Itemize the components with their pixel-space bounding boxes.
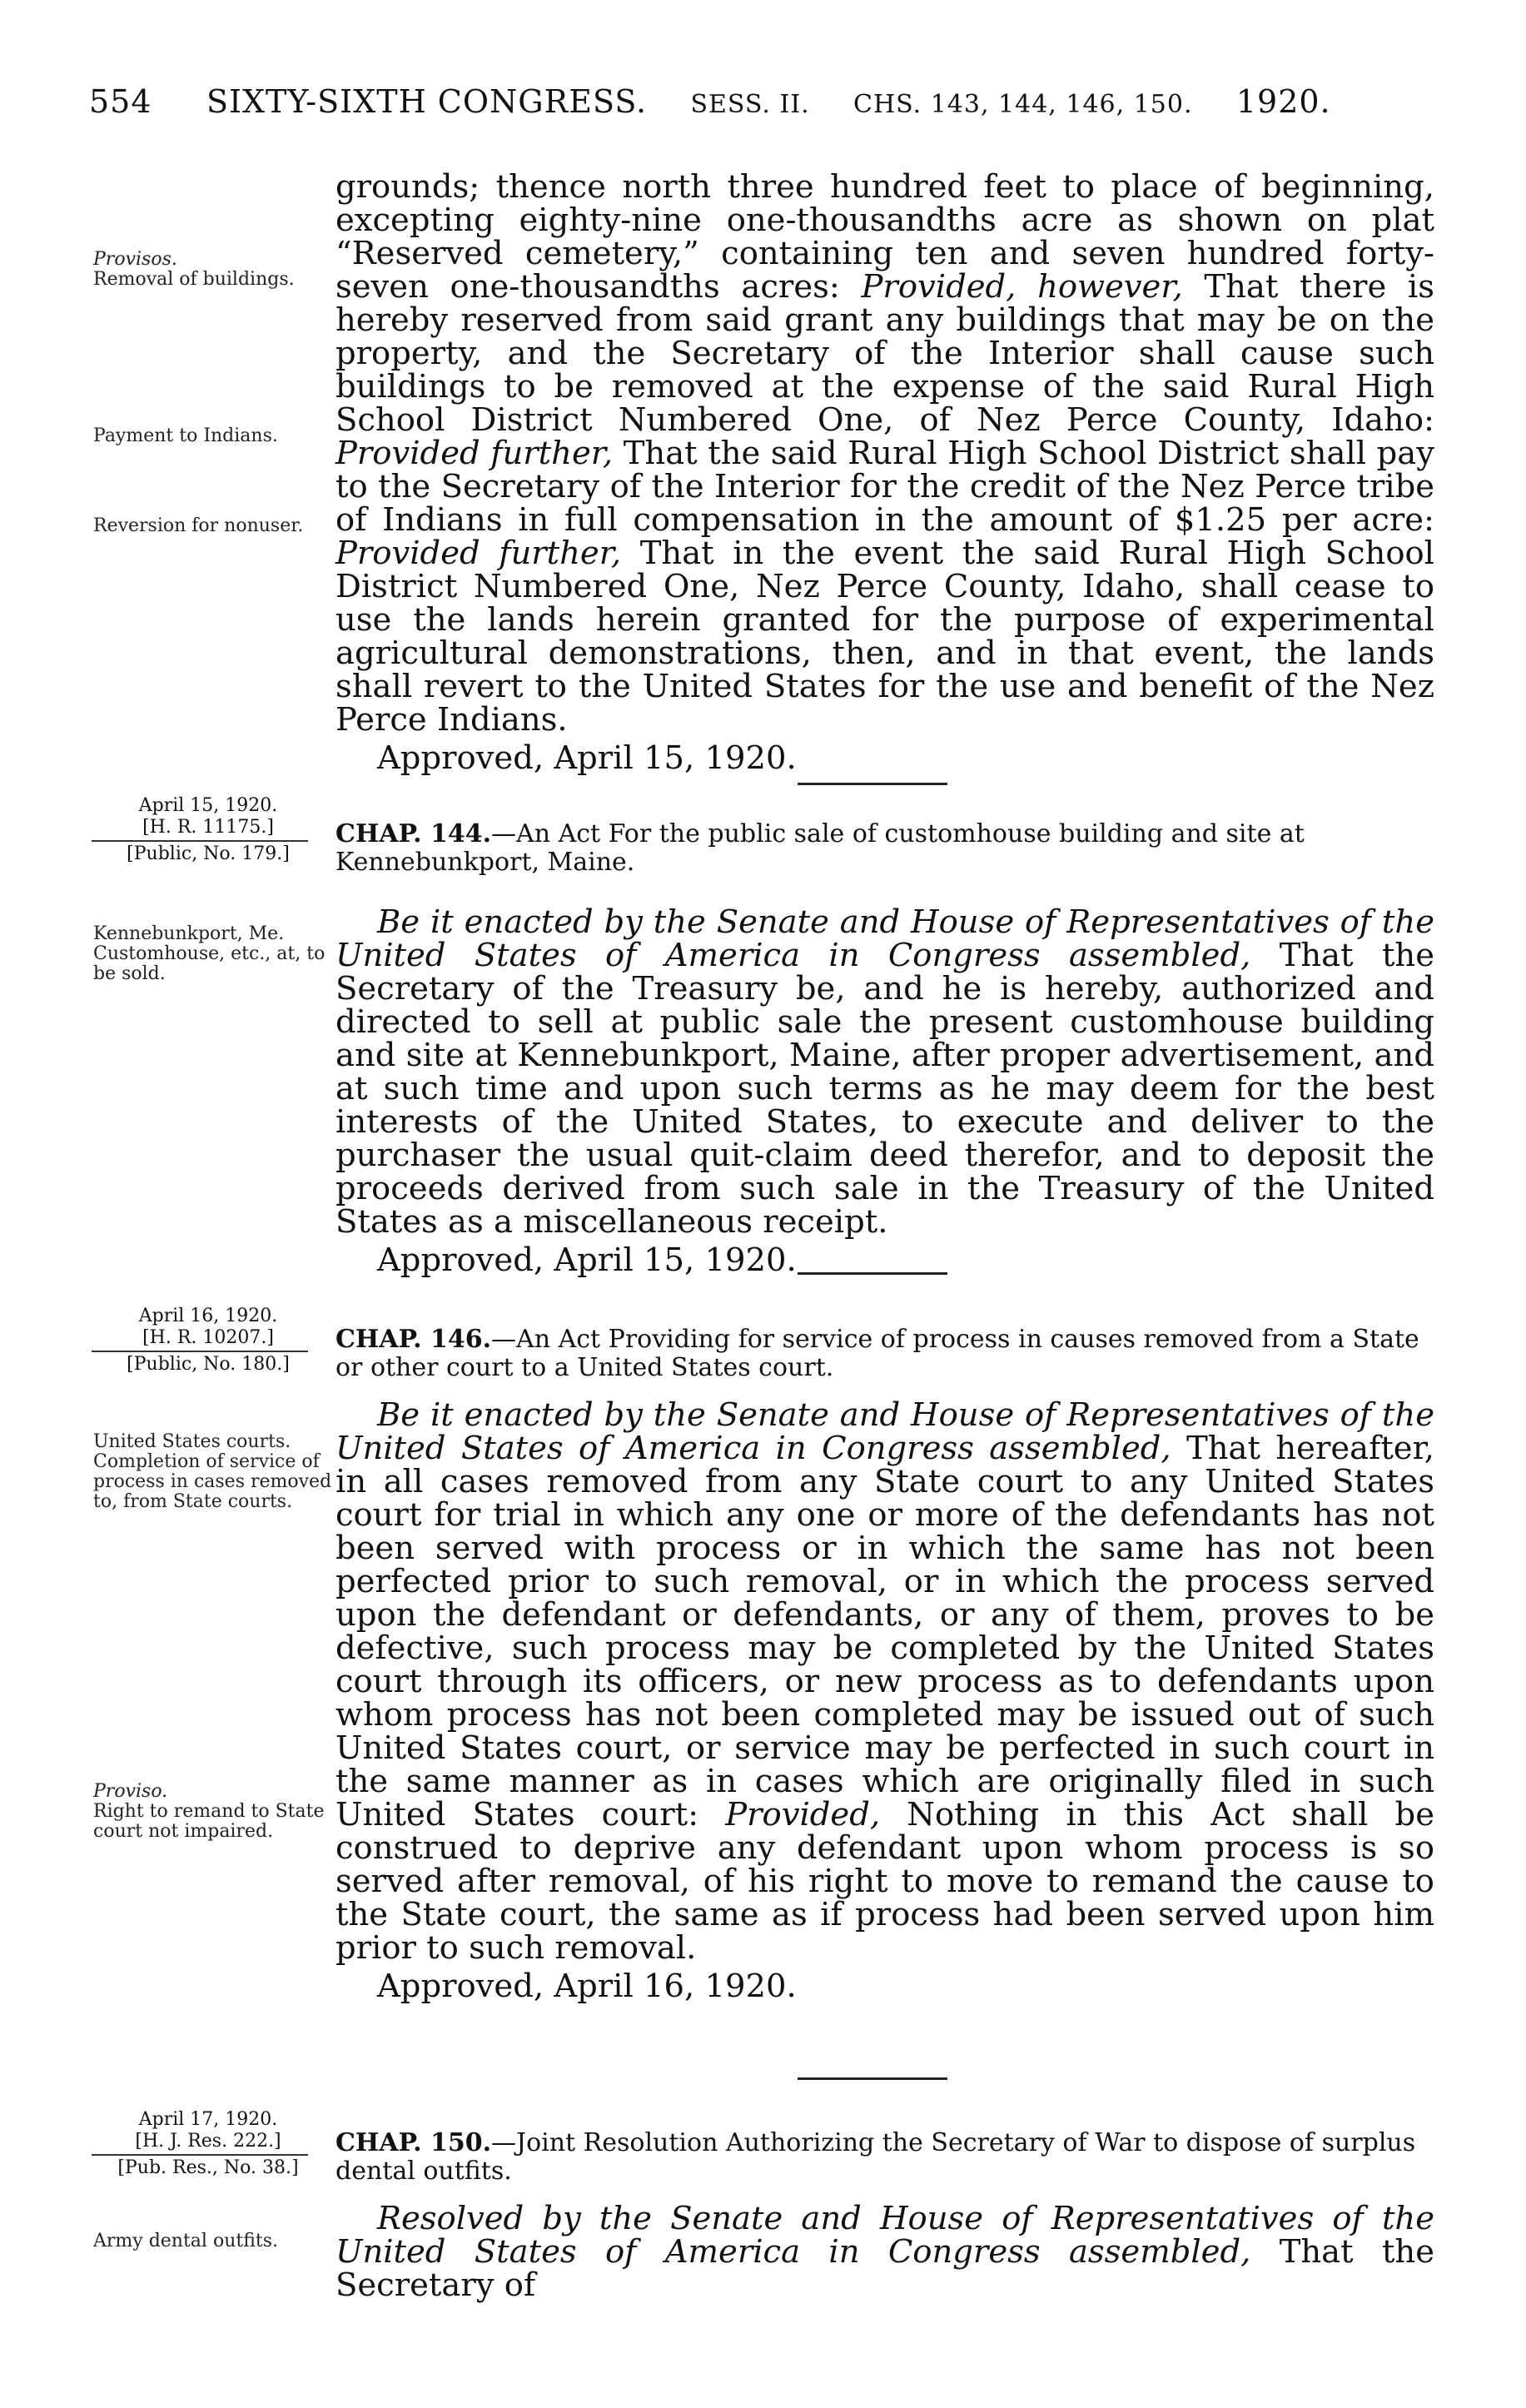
- chap150-reference: April 17, 1920. [H. J. Res. 222.] [Pub. Res., No. 38.]: [83, 2109, 333, 2179]
- margin-reversion: Reversion for nonuser.: [93, 515, 304, 536]
- chap146-margin-note: United States courts. Completion of service of process in cases removed to, from State courts.: [93, 1431, 332, 1512]
- chapters: CHS. 143, 144, 146, 150.: [853, 90, 1193, 119]
- chap150-margin-note: Army dental outfits.: [93, 2231, 278, 2251]
- approved-line: Approved, April 15, 1920.: [377, 1241, 797, 1279]
- chap150-body: [336, 2202, 1434, 2302]
- congress-title: SIXTY-SIXTH CONGRESS.: [206, 83, 648, 120]
- page-number: 554: [89, 83, 152, 120]
- page-header: [89, 83, 1438, 120]
- chap146-paragraph: Be it enacted by the Senate and House of Representatives of the United States of America in Congress assembled, That hereafter, in all cases removed from any State court to any United States court for trial in which any one or more of the defendants has not been served with process or in which the same has not been perfected prior to such removal, or in which the process served upon the defendant or defendants, or any of them, proves to be defective, such process may be completed by the United States court through its officers, or new process as to defendants upon whom process has not been completed may be issued out of such United States court, or service may be perfected in such court in the same manner as in cases which are originally filed in such United States court: Provided, Nothing in this Act shall be construed to deprive any defendant upon whom process is so served after removal, of his right to move to remand the cause to the State court, the same as if process had been served upon him prior to such removal.: [336, 1396, 1434, 1967]
- session: SESS. II.: [690, 90, 810, 119]
- chap144-body: [336, 903, 1434, 1279]
- chap144-reference: April 15, 1920. [H. R. 11175.] [Public, No. 179.]: [83, 795, 333, 865]
- approved-line: Approved, April 16, 1920.: [377, 1968, 797, 2005]
- section-continuation: [336, 168, 1434, 777]
- chap144-title: CHAP. 144.—An Act For the public sale of customhouse building and site at Kennebunkport, Maine.: [336, 819, 1305, 877]
- chap150-title: CHAP. 150.—Joint Resolution Authorizing the Secretary of War to dispose of surplus dental outfits.: [336, 2128, 1416, 2186]
- chap146-body: [336, 1396, 1434, 2005]
- section1-paragraph: grounds; thence north three hundred feet to place of beginning, excepting eighty-nine one-thousandths acre as shown on plat “Reserved cemetery,” containing ten and seven hundred forty-seven one-thousandths acres: Provided, however, That there is hereby reserved from said grant any buildings that may be on the property, and the Secretary of the Interior shall cause such buildings to be removed at the expense of the said Rural High School District Numbered One, of Nez Perce County, Idaho: Provided further, That the said Rural High School District shall pay to the Secretary of the Interior for the credit of the Nez Perce tribe of Indians in full compensation in the amount of $1.25 per acre: Provided further, That in the event the said Rural High School District Numbered One, Nez Perce County, Idaho, shall cease to use the lands herein granted for the purpose of experimental agricultural demonstrations, then, and in that event, the lands shall revert to the United States for the use and benefit of the Nez Perce Indians.: [336, 168, 1434, 739]
- section-divider: [798, 783, 947, 785]
- header-year: 1920.: [1235, 83, 1331, 120]
- margin-provisos: Provisos. Removal of buildings.: [93, 249, 295, 290]
- approved-line: Approved, April 15, 1920.: [377, 739, 797, 777]
- section-divider: [798, 2077, 947, 2080]
- chap146-title: CHAP. 146.—An Act Providing for service of process in causes removed from a State or other court to a United States court.: [336, 1325, 1419, 1382]
- section-divider: [798, 1272, 947, 1275]
- chap144-paragraph: Be it enacted by the Senate and House of Representatives of the United States of America in Congress assembled, That the Secretary of the Treasury be, and he is hereby, authorized and directed to sell at public sale the present customhouse building and site at Kennebunkport, Maine, after proper advertisement, and at such time and upon such terms as he may deem for the best interests of the United States, to execute and deliver to the purchaser the usual quit-claim deed therefor, and to deposit the proceeds derived from such sale in the Treasury of the United States as a miscellaneous receipt.: [336, 903, 1434, 1241]
- chap150-paragraph: Resolved by the Senate and House of Representatives of the United States of America in Congress assembled, That the Secretary of: [336, 2200, 1434, 2304]
- chap146-reference: April 16, 1920. [H. R. 10207.] [Public, No. 180.]: [83, 1306, 333, 1376]
- chap146-margin-proviso: Proviso. Right to remand to State court not impaired.: [93, 1781, 325, 1842]
- margin-payment: Payment to Indians.: [93, 425, 278, 446]
- chap144-margin-note: Kennebunkport, Me. Customhouse, etc., at, to be sold.: [93, 923, 326, 984]
